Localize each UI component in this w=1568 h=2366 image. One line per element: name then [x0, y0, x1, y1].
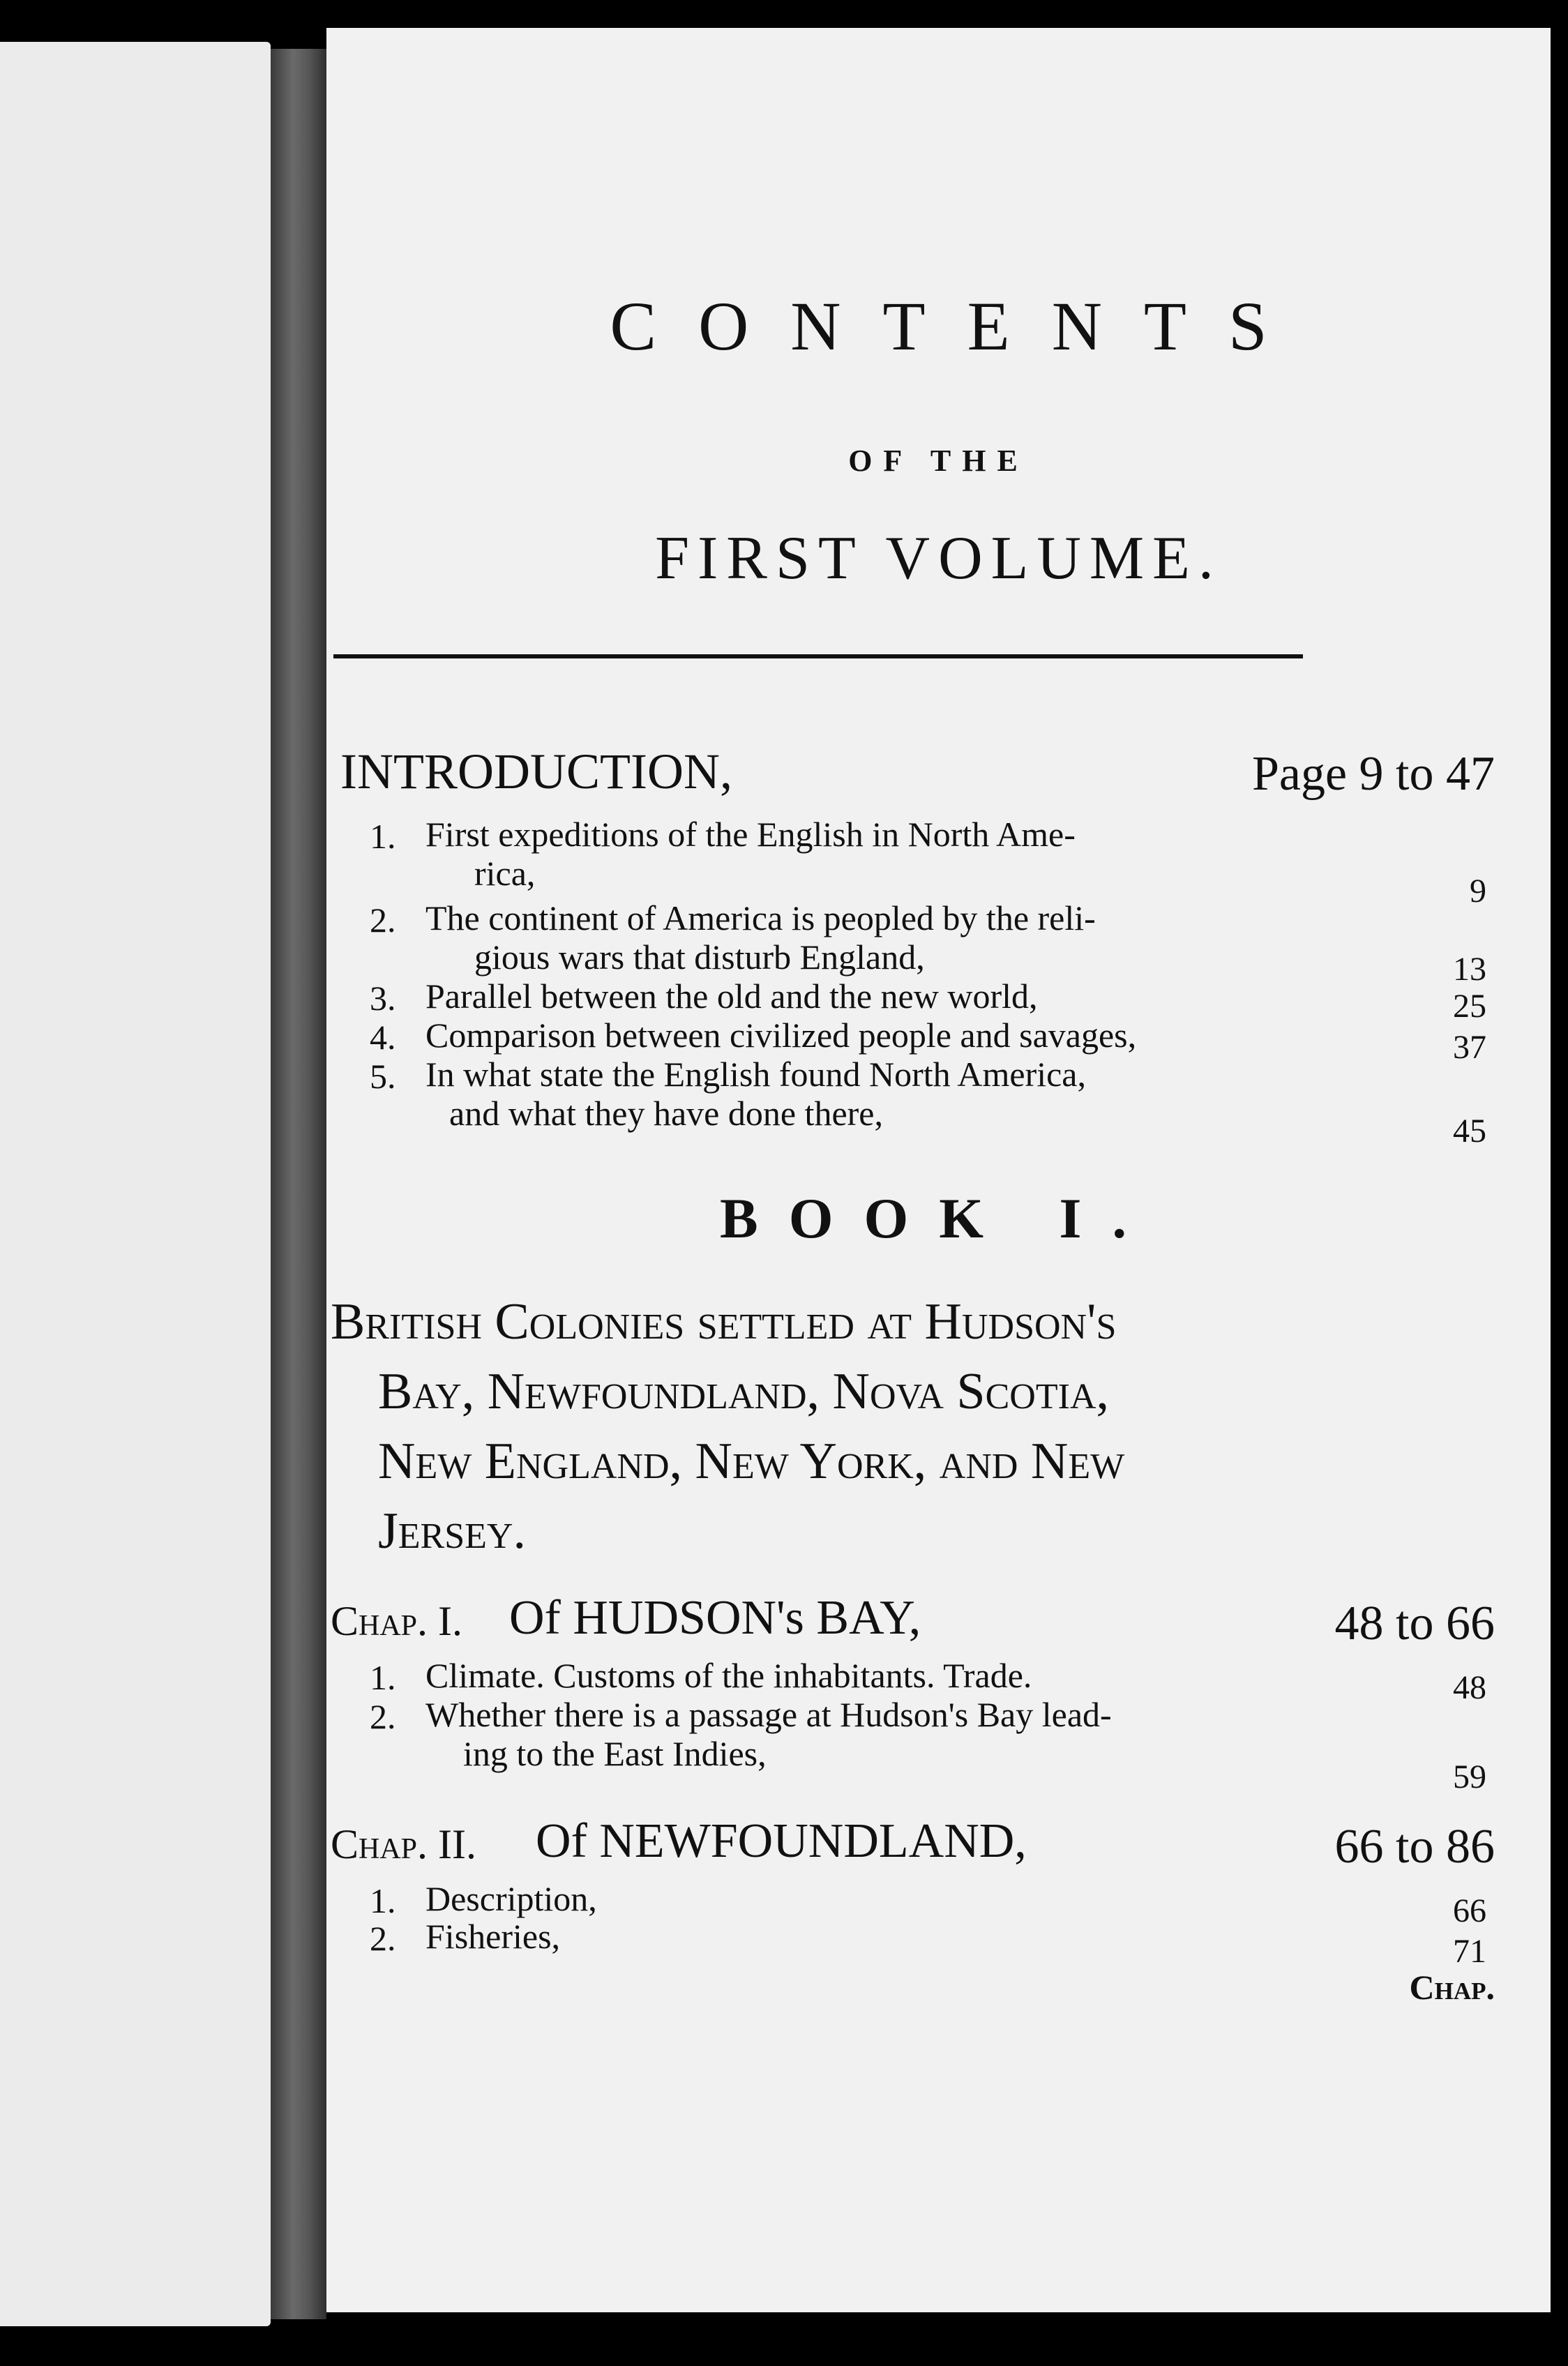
chap2-item-2-num: 2. [370, 1919, 396, 1958]
catchword: Chap. [1409, 1968, 1495, 2007]
chap1-item-2-line-1: Whether there is a passage at Hudson's Bay lead- [425, 1695, 1112, 1734]
chapter-1-title: Of HUDSON's BAY, [509, 1591, 921, 1645]
chapter-2-label: Chap. II. [331, 1821, 477, 1867]
chap1-item-1-page: 48 [1453, 1669, 1486, 1706]
intro-item-5-num: 5. [370, 1057, 396, 1096]
of-the-heading: OF THE [848, 444, 1029, 478]
chap2-item-1-num: 1. [370, 1881, 396, 1920]
introduction-pages: Page 9 to 47 [1251, 747, 1495, 801]
chapter-1-label: Chap. I. [331, 1598, 463, 1644]
intro-item-3-line-1: Parallel between the old and the new world, [425, 977, 1038, 1016]
intro-item-4-num: 4. [370, 1018, 396, 1057]
chapter-2-title: Of NEWFOUNDLAND, [536, 1814, 1027, 1868]
intro-item-1-line-2: rica, [474, 854, 536, 893]
intro-item-2-page: 13 [1453, 951, 1486, 988]
intro-item-2-line-2: gious wars that disturb England, [474, 937, 925, 977]
chap2-item-1-page: 66 [1453, 1892, 1486, 1929]
intro-item-5-line-1: In what state the English found North America, [425, 1055, 1086, 1094]
intro-item-2-line-1: The continent of America is peopled by the reli- [425, 898, 1096, 937]
contents-heading: CONTENTS [610, 287, 1309, 365]
heading-rule [333, 654, 1303, 658]
chapter-2-pages: 66 to 86 [1334, 1820, 1495, 1874]
book-title: BOOK I. [720, 1186, 1157, 1250]
chap1-item-2-page: 59 [1453, 1758, 1486, 1795]
intro-item-3-num: 3. [370, 979, 396, 1018]
intro-item-5-page: 45 [1453, 1113, 1486, 1150]
book-subtitle-line-3: New England, New York, and New [378, 1433, 1125, 1490]
chap2-item-2-line-1: Fisheries, [425, 1917, 561, 1956]
facing-page [0, 42, 271, 2326]
intro-item-1-num: 1. [370, 817, 396, 856]
intro-item-5-line-2: and what they have done there, [449, 1094, 883, 1133]
chap2-item-1-line-1: Description, [425, 1879, 597, 1918]
book-subtitle-line-4: Jersey. [378, 1502, 526, 1560]
book-subtitle-line-1: British Colonies settled at Hudson's [331, 1293, 1117, 1350]
intro-item-4-line-1: Comparison between civilized people and savages, [425, 1016, 1137, 1055]
intro-item-1-line-1: First expeditions of the English in North Ame- [425, 815, 1076, 854]
contents-page [326, 28, 1551, 2312]
intro-item-2-num: 2. [370, 901, 396, 940]
volume-heading: FIRST VOLUME. [655, 525, 1222, 592]
intro-item-3-page: 25 [1453, 988, 1486, 1025]
chap1-item-2-num: 2. [370, 1697, 396, 1736]
chap1-item-2-line-2: ing to the East Indies, [463, 1734, 767, 1773]
chap2-item-2-page: 71 [1453, 1933, 1486, 1970]
chapter-1-pages: 48 to 66 [1334, 1597, 1495, 1650]
intro-item-1-page: 9 [1470, 873, 1486, 910]
book-subtitle-line-2: Bay, Newfoundland, Nova Scotia, [378, 1363, 1109, 1420]
intro-item-4-page: 37 [1453, 1029, 1486, 1066]
introduction-title: INTRODUCTION, [340, 744, 732, 799]
chap1-item-1-num: 1. [370, 1658, 396, 1697]
book-spine-gutter [271, 49, 326, 2319]
chap1-item-1-line-1: Climate. Customs of the inhabitants. Trade. [425, 1656, 1032, 1695]
